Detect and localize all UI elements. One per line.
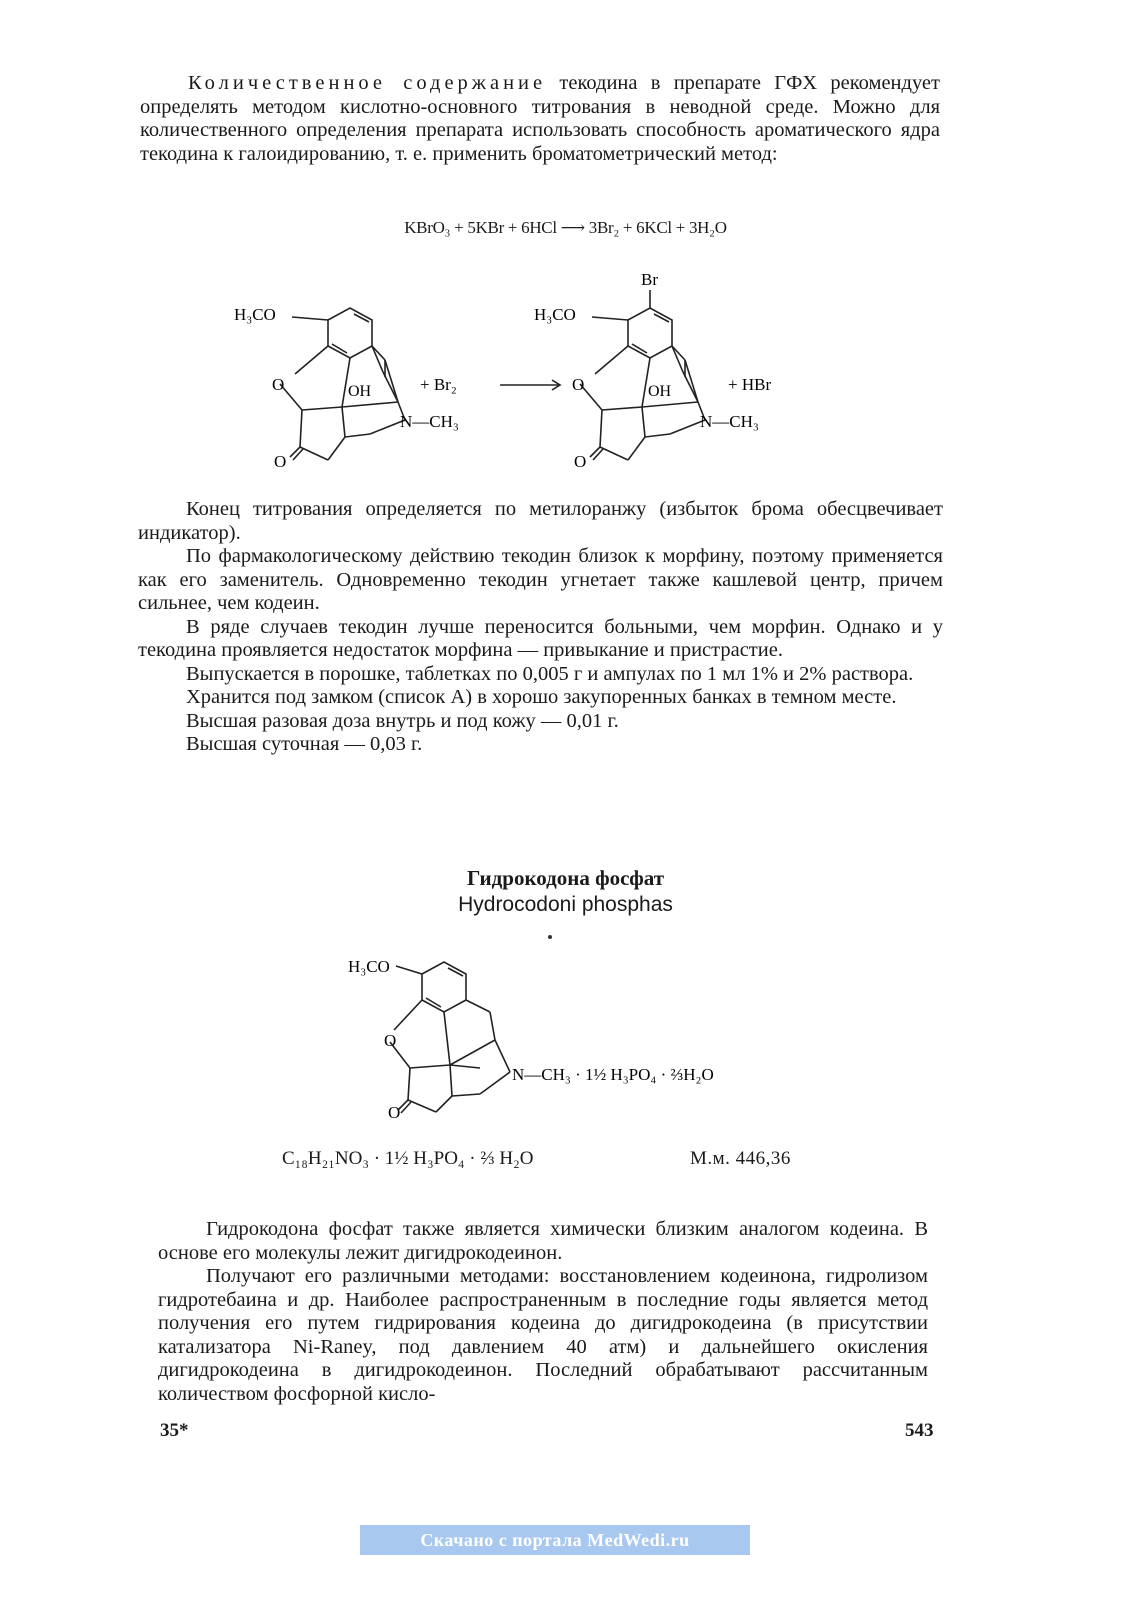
nch3-salt-label: N—CH₃ · 1½ H₃PO₄ · ⅔H₂O	[512, 1065, 714, 1084]
paragraph-tolerance: В ряде случаев текодин лучше переносится больными, чем морфин. Однако и у текодина проявляется недостаток морфина — привыкание и пристрастие.	[138, 615, 943, 661]
download-watermark: Скачано с портала MedWedi.ru	[360, 1525, 750, 1555]
left-ring-oxygen: O	[272, 375, 285, 394]
plus-hbr: + HBr	[728, 375, 772, 394]
right-ring-oxygen: O	[572, 375, 585, 394]
right-nch3-label: N—CH₃	[700, 412, 759, 431]
right-h3co-label: H₃CO	[534, 305, 576, 324]
plus-br2: + Br₂	[420, 375, 457, 394]
paragraph-synthesis: Получают его различными методами: восстановлением кодеинона, гидролизом гидротебаина и др. Наиболее распространенным в последние годы является метод получения его путем гидрирования кодеина до дигидрокодеина (в присутствии катализатора Ni-Raney, под давлением 40 атм) и дальнейшего окисления дигидрокодеина в дигидрокодеинон. Последний обрабатывают рассчитанным количеством фосфорной кисло-	[158, 1265, 928, 1405]
keto-oxygen: O	[388, 1103, 401, 1122]
right-br-label: Br	[641, 270, 658, 289]
paragraph-storage: Хранится под замком (список А) в хорошо закупоренных банках в темном месте.	[186, 686, 897, 708]
left-oh-label: OH	[348, 383, 372, 400]
bromatometry-equation: KBrO₃ + 5KBr + 6HCl ⟶ 3Br₂ + 6KCl + 3H₂O	[404, 218, 727, 237]
bromination-reaction	[220, 262, 820, 472]
molecular-formula: C₁₈H₂₁NO₃ · 1½ H₃PO₄ · ⅔ H₂O	[282, 1148, 534, 1169]
paragraph-rest: текодина в препарате ГФХ рекомендует определять методом кислотно-основного титрования в неводной среде. Можно для количественного определения препарата использовать способность ароматического ядра текодина к галоидированию, т. е. применить броматометрический метод:	[140, 72, 940, 165]
left-molecule-skeleton	[280, 308, 405, 460]
reaction-svg	[220, 262, 820, 472]
intro-paragraph-block	[140, 72, 940, 166]
h3co-label: H₃CO	[348, 957, 390, 976]
signature-mark: 35*	[160, 1420, 189, 1441]
left-nch3-label: N—CH₃	[400, 412, 459, 431]
paragraph-single-dose: Высшая разовая доза внутрь и под кожу — 0,01 г.	[186, 709, 619, 732]
paragraph-hydrocodone-analog: Гидрокодона фосфат также является химически близким аналогом кодеина. В основе его молекулы лежит дигидрокодеинон.	[158, 1218, 928, 1264]
hydrocodone-structure	[330, 950, 790, 1130]
middle-paragraphs	[138, 498, 943, 757]
right-oh-label: OH	[648, 383, 672, 400]
molecular-mass: М.м. 446,36	[690, 1148, 791, 1169]
paragraph-daily-dose: Высшая суточная — 0,03 г.	[186, 733, 423, 755]
scan-speck	[548, 935, 552, 939]
hydrocodone-skeleton	[390, 962, 510, 1113]
page-number: 543	[905, 1420, 934, 1441]
right-keto-oxygen: O	[574, 452, 587, 471]
spaced-lead: Количественное содержание	[188, 72, 547, 94]
section-heading-ru: Гидрокодона фосфат	[466, 866, 665, 890]
ring-oxygen: O	[384, 1031, 397, 1050]
left-h3co-label: H₃CO	[234, 305, 276, 324]
right-molecule-skeleton	[580, 290, 705, 460]
reaction-arrow	[500, 380, 560, 390]
paragraph-titration-end: Конец титрования определяется по метилоранжу (избыток брома обесцвечивает индикатор).	[138, 498, 943, 544]
hydrocodone-svg	[330, 950, 790, 1130]
bottom-paragraphs	[158, 1218, 928, 1406]
left-keto-oxygen: O	[274, 452, 287, 471]
intro-paragraph	[140, 72, 940, 166]
paragraph-forms: Выпускается в порошке, таблетках по 0,005 г и ампулах по 1 мл 1% и 2% раствора.	[186, 662, 914, 685]
paragraph-pharmacology: По фармакологическому действию текодин близок к морфину, поэтому применяется как его заменитель. Одновременно текодин угнетает также кашлевой центр, причем сильнее, чем кодеин.	[138, 545, 943, 614]
section-heading-latin: Hydrocodoni phosphas	[458, 893, 673, 916]
